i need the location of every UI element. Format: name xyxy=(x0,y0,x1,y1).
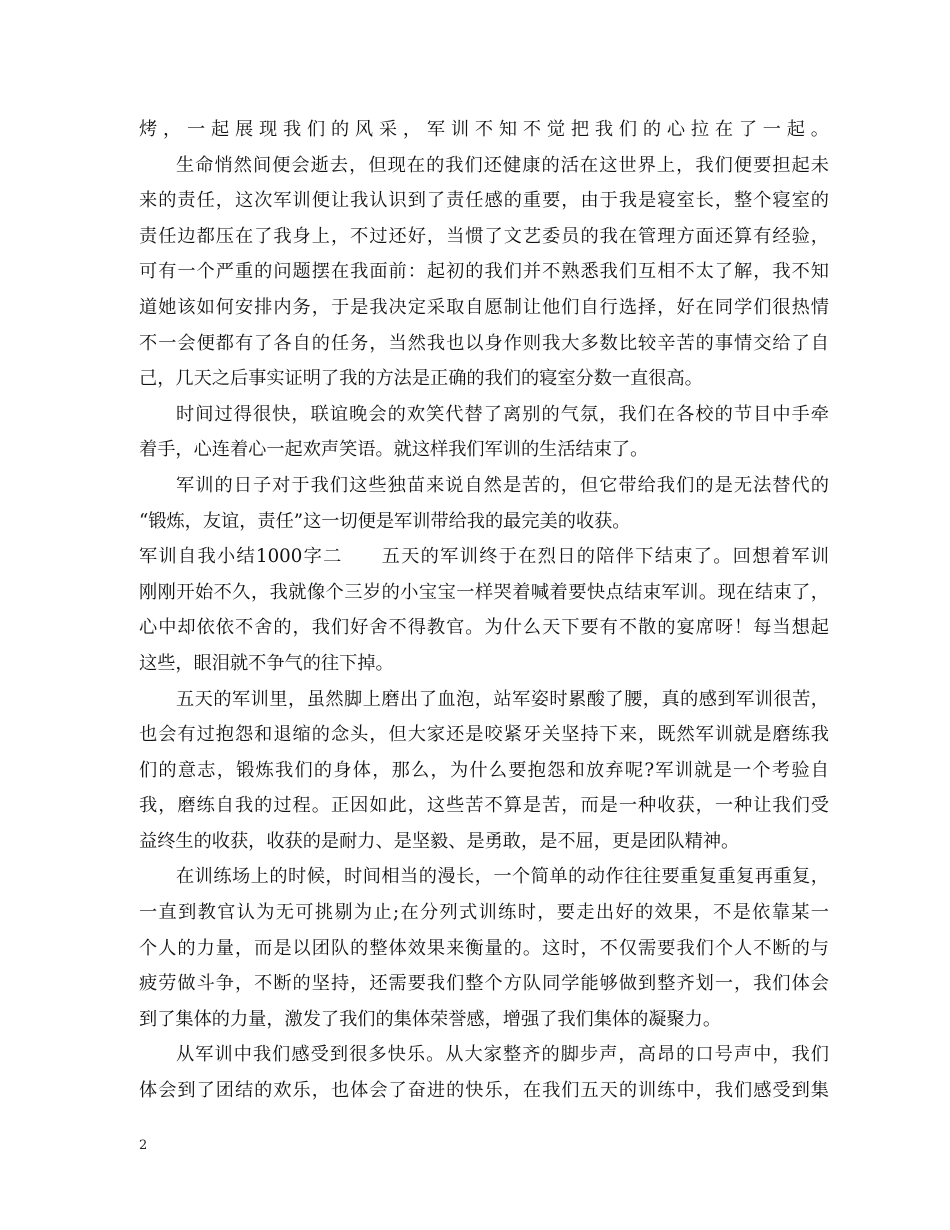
text-line: 到了集体的力量，激发了我们的集体荣誉感，增强了我们集体的凝聚力。 xyxy=(139,1008,722,1030)
page-number: 2 xyxy=(139,1138,148,1153)
text-line: 生命悄然间便会逝去，但现在的我们还健康的活在这世界上，我们便要担起未 xyxy=(176,154,829,176)
text-line: 军训的日子对于我们这些独苗来说自然是苦的，但它带给我们的是无法替代的 xyxy=(176,474,829,496)
text-line: 烤，一起展现我们的风采，军训不知不觉把我们的心拉在了一起。 xyxy=(139,119,829,140)
body-text xyxy=(139,112,829,1109)
text-line: 己，几天之后事实证明了我的方法是正确的我们的寝室分数一直很高。 xyxy=(139,368,703,390)
text-line: 责任边都压在了我身上，不过还好，当惯了文艺委员的我在管理方面还算有经验， xyxy=(139,225,829,247)
text-line: 五天的军训里，虽然脚上磨出了血泡，站军姿时累酸了腰，真的感到军训很苦， xyxy=(176,688,829,710)
text-line: 这些，眼泪就不争气的往下掉。 xyxy=(139,652,394,674)
text-line: 益终生的收获，收获的是耐力、是坚毅、是勇敢，是不屈，更是团队精神。 xyxy=(139,830,740,852)
text-line: 军训自我小结1000字二 五天的军训终于在烈日的陪伴下结束了。回想着军训 xyxy=(139,546,829,568)
text-line: 个人的力量，而是以团队的整体效果来衡量的。这时，不仅需要我们个人不断的与 xyxy=(139,937,829,959)
text-line: 在训练场上的时候，时间相当的漫长，一个简单的动作往往要重复重复再重复， xyxy=(176,866,829,888)
text-line: 着手，心连着心一起欢声笑语。就这样我们军训的生活结束了。 xyxy=(139,439,649,461)
text-line: 从军训中我们感受到很多快乐。从大家整齐的脚步声，高昂的口号声中，我们 xyxy=(176,1044,829,1066)
text-line: 也会有过抱怨和退缩的念头，但大家还是咬紧牙关坚持下来，既然军训就是磨练我 xyxy=(139,724,829,746)
text-line: 道她该如何安排内务，于是我决定采取自愿制让他们自行选择，好在同学们很热情 xyxy=(139,296,829,318)
text-line: 疲劳做斗争，不断的坚持，还需要我们整个方队同学能够做到整齐划一，我们体会 xyxy=(139,973,829,995)
text-line: 们的意志，锻炼我们的身体，那么，为什么要抱怨和放弃呢?军训就是一个考验自 xyxy=(139,759,829,781)
text-line: “锻炼，友谊，责任”这一切便是军训带给我的最完美的收获。 xyxy=(139,510,631,532)
text-line: 我，磨练自我的过程。正因如此，这些苦不算是苦，而是一种收获，一种让我们受 xyxy=(139,795,829,817)
text-line: 可有一个严重的问题摆在我面前：起初的我们并不熟悉我们互相不太了解，我不知 xyxy=(139,261,829,283)
text-line: 体会到了团结的欢乐，也体会了奋进的快乐，在我们五天的训练中，我们感受到集 xyxy=(139,1080,829,1102)
text-line: 来的责任，这次军训便让我认识到了责任感的重要，由于我是寝室长，整个寝室的 xyxy=(139,190,829,212)
text-line: 不一会便都有了各自的任务，当然我也以身作则我大多数比较辛苦的事情交给了自 xyxy=(139,332,829,354)
text-line: 时间过得很快，联谊晚会的欢笑代替了离别的气氛，我们在各校的节目中手牵 xyxy=(176,403,829,425)
text-line: 一直到教官认为无可挑剔为止;在分列式训练时，要走出好的效果，不是依靠某一 xyxy=(139,902,829,924)
text-line: 刚刚开始不久，我就像个三岁的小宝宝一样哭着喊着要快点结束军训。现在结束了， xyxy=(139,581,829,603)
text-line: 心中却依依不舍的，我们好舍不得教官。为什么天下要有不散的宴席呀！每当想起 xyxy=(139,617,829,639)
